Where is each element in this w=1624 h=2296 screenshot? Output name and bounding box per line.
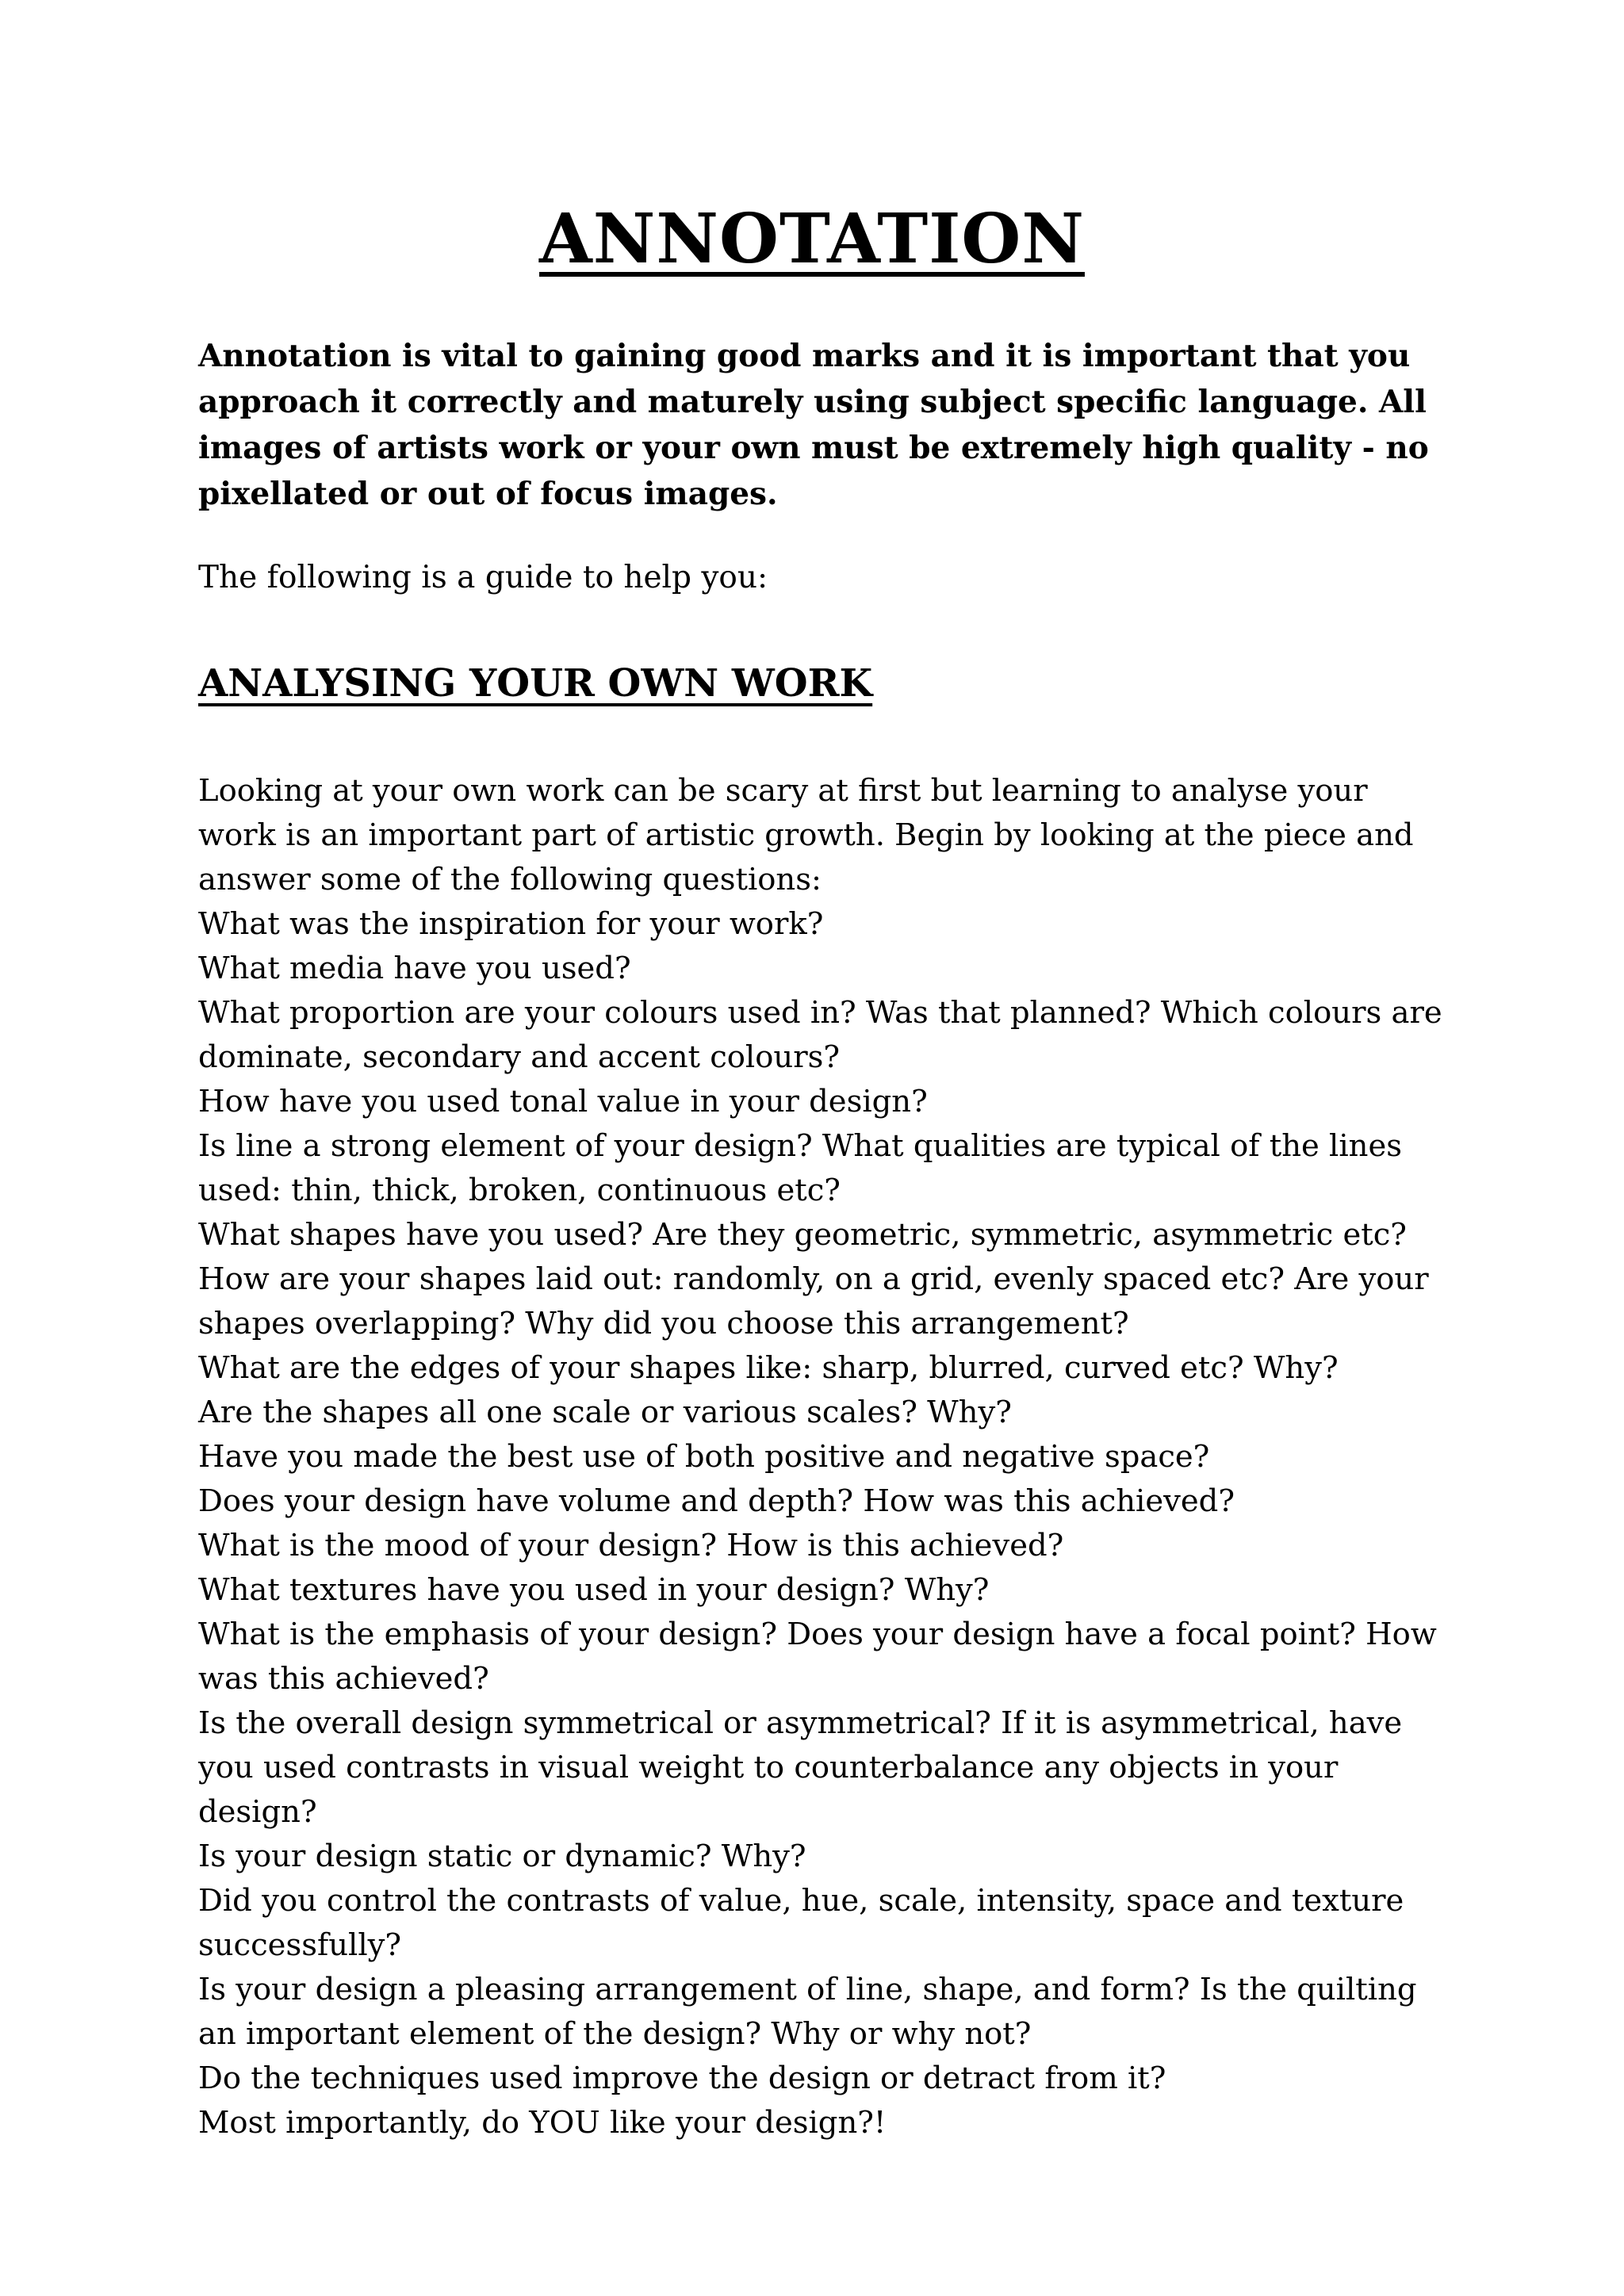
intro-paragraph [198, 333, 1435, 517]
question-line: Is the overall design symmetrical or asymmetrical? If it is asymmetrical, have you used contrasts in visual weight to counterbalance any objects in your design? [198, 1705, 1403, 1830]
intro-text: Annotation is vital to gaining good marks and it is important that you approach it correctly and maturely using subject specific language. All images of artists work or your own must be extremely high quality - no pixellated or out of focus images. [198, 338, 1429, 512]
body-paragraph: Looking at your own work can be scary at first but learning to analyse your work is an important part of artistic growth. Begin by looking at the piece and answer some of the following questions: [198, 773, 1414, 897]
section-heading: ANALYSING YOUR OWN WORK [198, 661, 873, 706]
question-line: What is the mood of your design? How is this achieved? [198, 1528, 1064, 1563]
question-line: Does your design have volume and depth? How was this achieved? [198, 1483, 1235, 1519]
question-line: Is your design static or dynamic? Why? [198, 1839, 806, 1874]
question-line: How are your shapes laid out: randomly, on a grid, evenly spaced etc? Are your shapes overlapping? Why did you choose this arrangement? [198, 1261, 1429, 1341]
question-line: What is the emphasis of your design? Does your design have a focal point? How was this achieved? [198, 1617, 1437, 1697]
question-line: Have you made the best use of both positive and negative space? [198, 1439, 1210, 1475]
question-line: What textures have you used in your design? Why? [198, 1572, 990, 1608]
question-line: Did you control the contrasts of value, hue, scale, intensity, space and texture successfully? [198, 1883, 1404, 1963]
question-line: Is line a strong element of your design? What qualities are typical of the lines used: thin, thick, broken, continuous etc? [198, 1128, 1403, 1208]
question-line: Is your design a pleasing arrangement of line, shape, and form? Is the quilting an important element of the design? Why or why not? [198, 1972, 1417, 2052]
guide-line: The following is a guide to help you: [198, 560, 768, 595]
page-title: ANNOTATION [539, 199, 1085, 279]
question-line: What proportion are your colours used in? Was that planned? Which colours are dominate, secondary and accent colours? [198, 995, 1442, 1075]
question-line: What are the edges of your shapes like: sharp, blurred, curved etc? Why? [198, 1350, 1339, 1386]
question-line: Most importantly, do YOU like your design?! [198, 2105, 887, 2141]
question-line: What shapes have you used? Are they geometric, symmetric, asymmetric etc? [198, 1217, 1407, 1253]
question-line: Are the shapes all one scale or various scales? Why? [198, 1395, 1012, 1430]
question-line: What media have you used? [198, 951, 631, 986]
question-list [198, 769, 1451, 2145]
question-line: What was the inspiration for your work? [198, 906, 824, 942]
question-line: Do the techniques used improve the design or detract from it? [198, 2061, 1166, 2096]
question-line: How have you used tonal value in your design? [198, 1084, 928, 1119]
